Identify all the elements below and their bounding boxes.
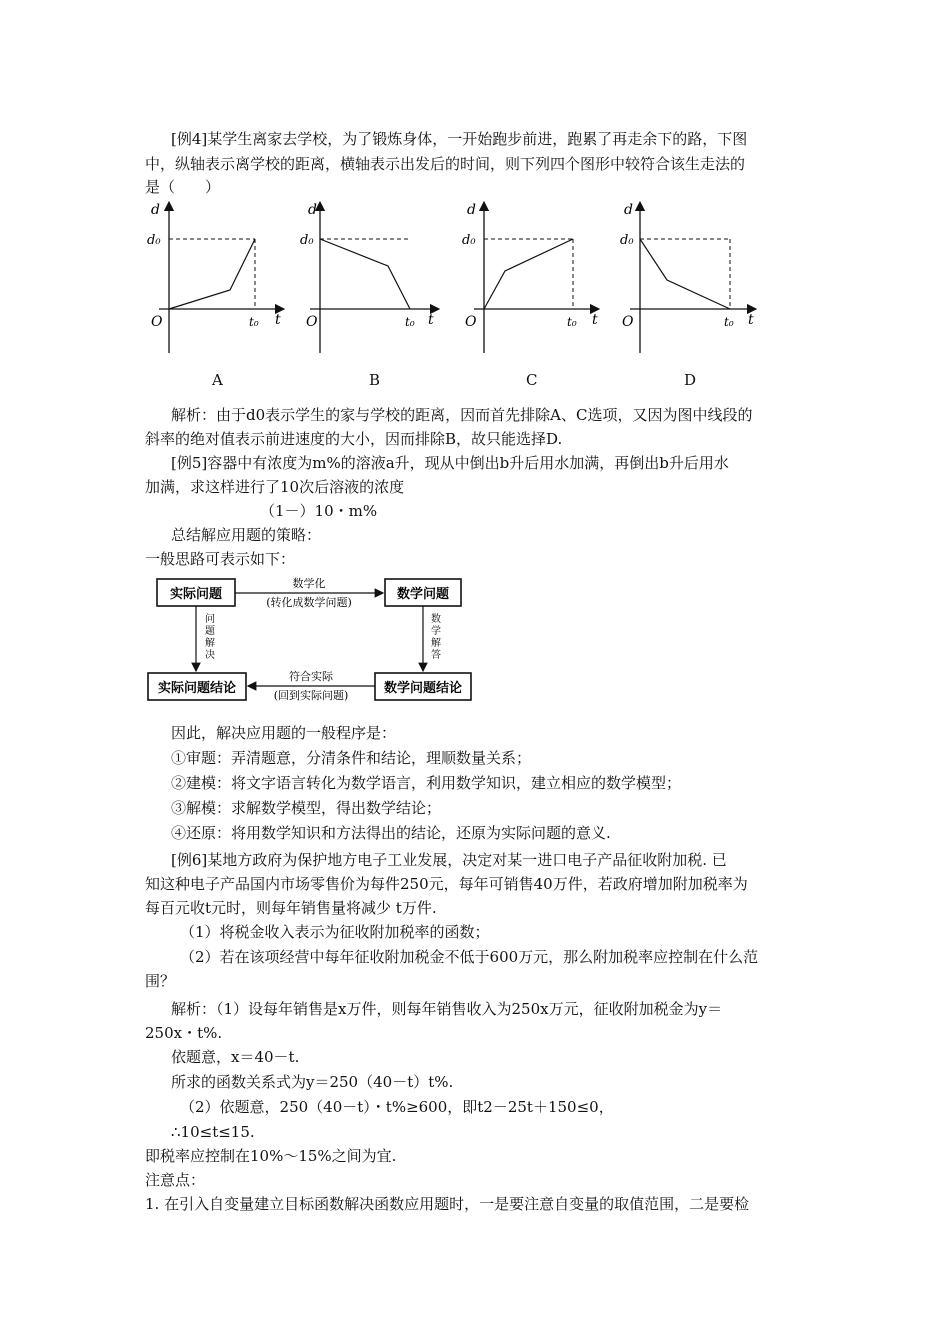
summary-line1: 总结解应用题的策略： (171, 526, 322, 544)
example5-line1: [例5]容器中有浓度为m%的溶液a升，现从中倒出b升后用水加满，再倒出b升后用水 (171, 454, 729, 472)
example5-formula: （1－）10・m% (260, 502, 378, 520)
procedure-step3: ③解模：求解数学模型，得出数学结论； (171, 799, 442, 817)
svg-text:数学问题结论: 数学问题结论 (383, 681, 463, 696)
svg-text:t: t (428, 312, 434, 328)
svg-text:d₀: d₀ (620, 233, 634, 248)
analysis6-line3: 依题意，x＝40－t. (171, 1048, 300, 1066)
graph-a (145, 198, 295, 358)
d0-label: d₀ (147, 233, 161, 248)
option-label-d: D (684, 371, 697, 389)
svg-text:d: d (624, 202, 633, 218)
svg-text:d₀: d₀ (300, 233, 314, 248)
svg-text:答: 答 (431, 650, 441, 661)
example4-line2: 中，纵轴表示离学校的距离，横轴表示出发后的时间，则下列四个图形中较符合该生走法的 (145, 155, 746, 173)
svg-text:(转化成数学问题): (转化成数学问题) (266, 596, 352, 609)
svg-text:t₀: t₀ (567, 315, 577, 329)
flowchart (145, 572, 485, 704)
example6-question2: （2）若在该项经营中每年征收附加税金不低于600万元，那么附加税率应控制在什么范 (180, 948, 759, 966)
t0-label: t₀ (249, 315, 259, 329)
example5-line2: 加满，求这样进行了10次后溶液的浓度 (145, 478, 405, 496)
procedure-step4: ④还原：将用数学知识和方法得出的结论，还原为实际问题的意义. (171, 824, 611, 842)
analysis4-line1: 解析：由于d0表示学生的家与学校的距离，因而首先排除A、C选项，又因为图中线段的 (171, 406, 753, 424)
svg-text:数: 数 (431, 614, 441, 625)
analysis6-line5: （2）依题意，250（40－t）・t%≥600，即t2－25t＋150≤0， (180, 1098, 614, 1116)
svg-text:符合实际: 符合实际 (289, 670, 333, 683)
svg-text:O: O (622, 314, 634, 330)
analysis6-line1: 解析：（1）设每年销售是x万件，则每年销售收入为250x万元，征收附加税金为y＝ (171, 1000, 723, 1018)
example6-question1: （1）将税金收入表示为征收附加税率的函数； (180, 923, 490, 941)
svg-text:决: 决 (205, 650, 215, 661)
option-label-b: B (369, 371, 381, 389)
x-axis-label: t (275, 312, 281, 328)
example6-line1: [例6]某地方政府为保护地方电子工业发展，决定对某一进口电子产品征收附加税. 已 (171, 851, 727, 869)
svg-text:t: t (592, 312, 598, 328)
graph-b (300, 198, 450, 358)
analysis6-line6: ∴10≤t≤15. (171, 1123, 255, 1141)
analysis6-line2: 250x・t%. (145, 1024, 223, 1042)
example6-line2: 知这种电子产品国内市场零售价为每件250元，每年可销售40万件，若政府增加附加税率为 (145, 875, 748, 893)
svg-text:解: 解 (205, 638, 215, 649)
graph-c (455, 198, 605, 358)
analysis6-line7: 即税率应控制在10%～15%之间为宜. (145, 1147, 397, 1165)
summary-line2: 一般思路可表示如下： (145, 550, 296, 568)
notes-heading: 注意点： (145, 1171, 206, 1189)
svg-text:O: O (306, 314, 318, 330)
svg-text:(回到实际问题): (回到实际问题) (273, 689, 349, 702)
svg-text:d: d (467, 202, 476, 218)
svg-text:t: t (748, 312, 754, 328)
procedure-step2: ②建模：将文字语言转化为数学语言，利用数学知识，建立相应的数学模型； (171, 774, 682, 792)
svg-text:问: 问 (205, 614, 215, 625)
example4-line1: [例4]某学生离家去学校，为了锻炼身体，一开始跑步前进，跑累了再走余下的路，下图 (171, 130, 748, 148)
example4-line3: 是（ ） (145, 178, 221, 196)
option-label-a: A (212, 371, 223, 389)
svg-text:t₀: t₀ (405, 315, 415, 329)
svg-text:d: d (308, 202, 317, 218)
analysis4-line2: 斜率的绝对值表示前进速度的大小，因而排除B，故只能选择D. (145, 430, 563, 448)
example6-line3: 每百元收t元时，则每年销售量将减少 t万件. (145, 899, 437, 917)
svg-text:数学问题: 数学问题 (396, 587, 450, 602)
option-label-c: C (526, 371, 538, 389)
notes-item1: 1. 在引入自变量建立目标函数解决函数应用题时，一是要注意自变量的取值范围，二是要检 (145, 1195, 750, 1213)
svg-text:解: 解 (431, 638, 441, 649)
graph-d (610, 198, 770, 358)
procedure-step1: ①审题：弄清题意，分清条件和结论，理顺数量关系； (171, 749, 532, 767)
svg-text:数学化: 数学化 (292, 577, 326, 590)
svg-text:t₀: t₀ (724, 315, 734, 329)
procedure-intro: 因此，解决应用题的一般程序是： (171, 724, 397, 742)
svg-text:O: O (465, 314, 477, 330)
analysis6-line4: 所求的函数关系式为y＝250（40－t）t%. (171, 1073, 454, 1091)
example6-question2-cont: 围？ (145, 972, 176, 990)
svg-text:实际问题: 实际问题 (169, 587, 223, 602)
svg-text:题: 题 (205, 626, 215, 637)
svg-text:学: 学 (431, 626, 441, 637)
origin-label: O (151, 314, 163, 330)
y-axis-label: d (151, 202, 160, 218)
svg-text:实际问题结论: 实际问题结论 (157, 681, 237, 696)
svg-text:d₀: d₀ (462, 233, 476, 248)
